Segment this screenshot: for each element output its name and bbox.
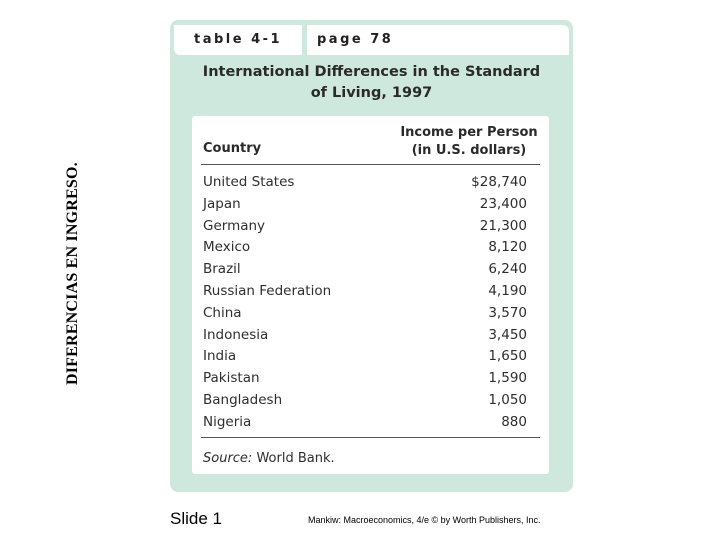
table-row [201, 172, 540, 194]
table-number-label: table 4-1 [174, 25, 302, 55]
country-cell: Bangladesh [203, 391, 283, 408]
copyright-credit: Mankiw: Macroeconomics, 4/e © by Worth Publishers, Inc. [308, 515, 541, 525]
income-cell: 6,240 [488, 261, 527, 278]
table-row [201, 216, 540, 238]
table-title-line: International Differences in the Standard [202, 64, 541, 80]
source-label: Source: [203, 451, 253, 466]
column-header-income-line: Income per Person [400, 125, 538, 140]
income-cell: 1,590 [488, 370, 527, 387]
country-cell: China [203, 304, 242, 321]
country-cell: Indonesia [203, 326, 269, 343]
country-cell: Mexico [203, 239, 251, 256]
table-row [201, 237, 540, 259]
table-row [201, 412, 540, 434]
table-row [201, 259, 540, 281]
header-divider [201, 164, 540, 165]
income-cell: 880 [501, 413, 527, 430]
table-row [201, 390, 540, 412]
income-cell: $28,740 [471, 174, 527, 190]
table-row [201, 194, 540, 216]
data-table [192, 116, 549, 474]
income-cell: 8,120 [488, 239, 527, 256]
country-cell: Germany [203, 217, 266, 234]
slide-number: Slide 1 [170, 509, 222, 528]
income-cell: 1,650 [488, 348, 527, 365]
table-row [201, 368, 540, 390]
country-cell: Japan [203, 195, 241, 212]
income-cell: 4,190 [488, 282, 527, 299]
country-cell: United States [203, 174, 295, 190]
income-cell: 3,570 [488, 304, 527, 321]
slide-title: DIFERENCIAS EN INGRESO. [64, 162, 81, 385]
table-source [203, 451, 335, 466]
table-row [201, 325, 540, 347]
country-cell: India [203, 348, 237, 365]
income-cell: 1,050 [488, 391, 527, 408]
footer-divider [201, 437, 540, 438]
table-row [201, 346, 540, 368]
table-tab-row [174, 25, 569, 55]
income-cell: 21,300 [479, 217, 527, 234]
table-row [201, 303, 540, 325]
table-title [170, 62, 573, 104]
table-body [201, 172, 540, 434]
column-header-income [399, 124, 539, 160]
country-cell: Brazil [203, 261, 241, 278]
column-header-country: Country [203, 141, 262, 156]
table-card [170, 20, 573, 492]
page-number-label: page 78 [307, 25, 569, 55]
source-text: World Bank. [252, 451, 335, 466]
country-cell: Nigeria [203, 413, 252, 430]
country-cell: Russian Federation [203, 282, 332, 299]
table-row [201, 281, 540, 303]
table-title-line: of Living, 1997 [310, 85, 433, 101]
column-header-income-line: (in U.S. dollars) [411, 143, 527, 158]
income-cell: 3,450 [488, 326, 527, 343]
income-cell: 23,400 [479, 195, 527, 212]
country-cell: Pakistan [203, 370, 260, 387]
